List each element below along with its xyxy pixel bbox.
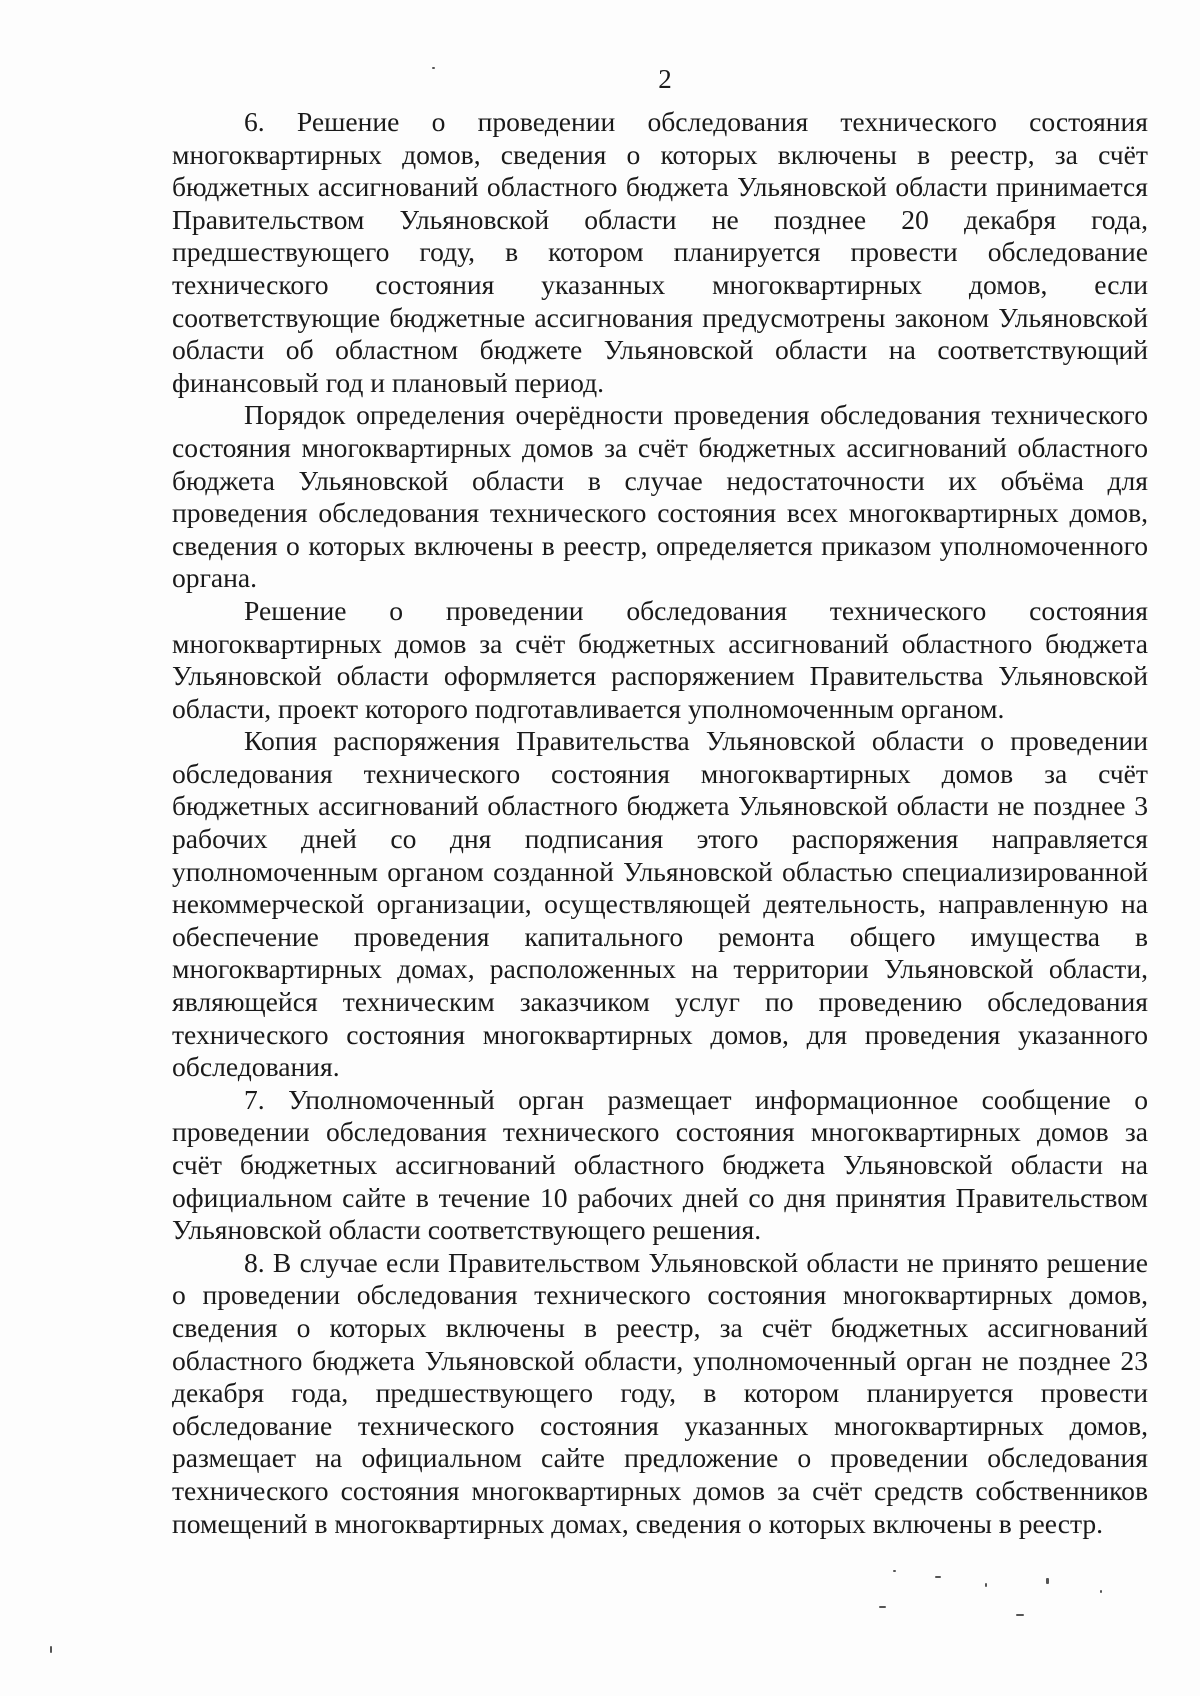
page-number: 2 — [658, 64, 672, 94]
scan-speck — [1016, 1614, 1024, 1616]
scan-speck — [1100, 1590, 1102, 1593]
scan-speck — [1046, 1578, 1049, 1584]
document-body — [172, 106, 1148, 1540]
paragraph-item-7: 7. Уполномоченный орган размещает информационное сообщение о проведении обследования технического состояния многоквартирных домов за счёт бюджетных ассигнований областного бюджета Ульяновской области на официальном сайте в течение 10 рабочих дней со дня принятия Правительством Ульяновской области соответствующего решения. — [172, 1083, 1148, 1246]
scan-speck — [50, 1646, 52, 1653]
scan-speck — [985, 1583, 987, 1587]
paragraph-item-6: 6. Решение о проведении обследования технического состояния многоквартирных домов, сведения о которых включены в реестр, за счёт бюджетных ассигнований областного бюджета Ульяновской области принимается Правительством Ульяновской области не позднее 20 декабря года, предшествующего году, в котором планируется провести обследование технического состояния указанных многоквартирных домов, если соответствующие бюджетные ассигнования предусмотрены законом Ульяновской области об областном бюджете Ульяновской области на соответствующий финансовый год и плановый период. — [172, 106, 1148, 398]
scan-speck — [432, 67, 435, 69]
scan-speck — [935, 1576, 941, 1578]
paragraph-item-8: 8. В случае если Правительством Ульяновской области не принято решение о проведении обследования технического состояния многоквартирных домов, сведения о которых включены в реестр, за счёт бюджетных ассигнований областного бюджета Ульяновской области, уполномоченный орган не позднее 23 декабря года, предшествующего году, в котором планируется провести обследование технического состояния указанных многоквартирных домов, размещает на официальном сайте предложение о проведении обследования технического состояния многоквартирных домов за счёт средств собственников помещений в многоквартирных домах, сведения о которых включены в реестр. — [172, 1246, 1148, 1539]
scan-speck — [879, 1606, 886, 1608]
paragraph-decision-form: Решение о проведении обследования технического состояния многоквартирных домов за счёт бюджетных ассигнований областного бюджета Ульяновской области оформляется распоряжением Правительства Ульяновской области, проект которого подготавливается уполномоченным органом. — [172, 594, 1148, 724]
paragraph-priority-order: Порядок определения очерёдности проведения обследования технического состояния многоквартирных домов за счёт бюджетных ассигнований областного бюджета Ульяновской области в случае недостаточности их объёма для проведения обследования технического состояния всех многоквартирных домов, сведения о которых включены в реестр, определяется приказом уполномоченного органа. — [172, 399, 1148, 594]
scan-speck — [893, 1570, 896, 1572]
paragraph-order-copy: Копия распоряжения Правительства Ульяновской области о проведении обследования технического состояния многоквартирных домов за счёт бюджетных ассигнований областного бюджета Ульяновской области не позднее 3 рабочих дней со дня подписания этого распоряжения направляется уполномоченным органом созданной Ульяновской областью специализированной некоммерческой организации, осуществляющей деятельность, направленную на обеспечение проведения капитального ремонта общего имущества в многоквартирных домах, расположенных на территории Ульяновской области, являющейся техническим заказчиком услуг по проведению обследования технического состояния многоквартирных домов, для проведения указанного обследования. — [172, 725, 1148, 1083]
